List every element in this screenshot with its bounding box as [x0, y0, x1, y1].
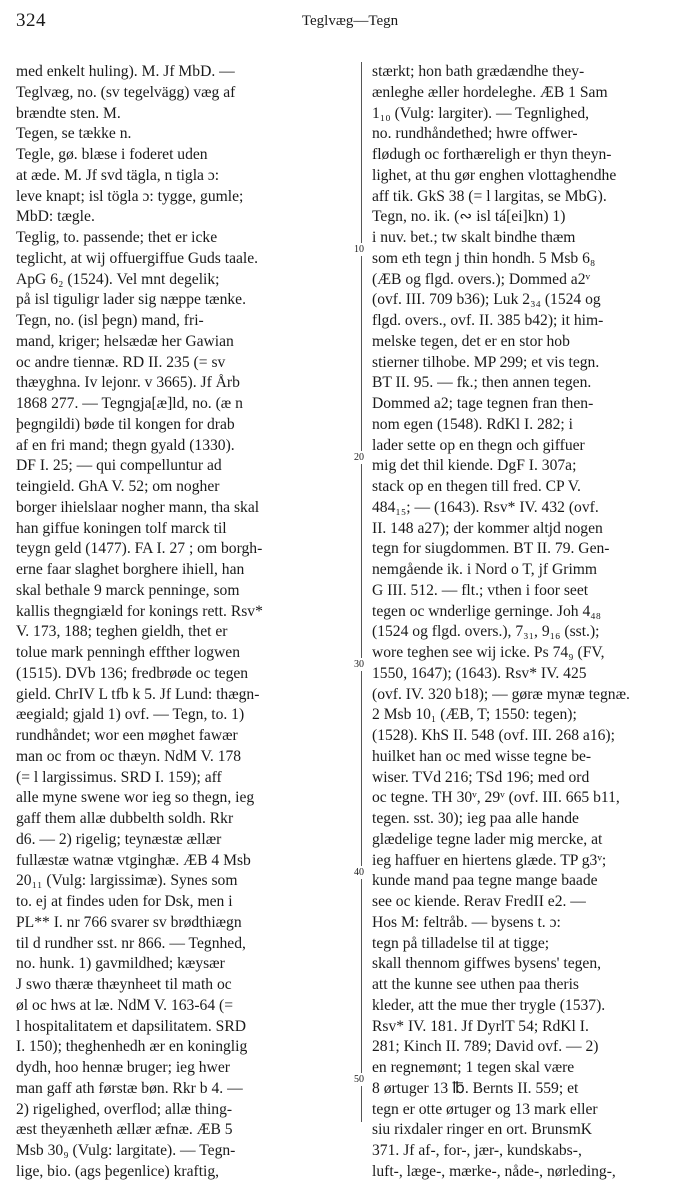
- text-line: han giffue koningen tolf marck til: [16, 519, 227, 537]
- text-line: brændte sten. M.: [16, 104, 121, 122]
- text-line: luft-, læge-, mærke-, nåde-, nørleding-,: [372, 1162, 616, 1180]
- column-gutter: [352, 62, 372, 1122]
- text-line: stierner tilhobe. MP 299; et vis tegn.: [372, 353, 600, 371]
- text-line: tegen. sst. 30); ieg paa alle hande: [372, 810, 579, 827]
- text-line: gaff them allæ dubbelth soldh. Rkr: [16, 810, 234, 827]
- text-line: l hospitalitatem et dapsilitatem. SRD: [16, 1017, 246, 1035]
- line-number: 20: [354, 452, 364, 463]
- text-line: Teglvæg, no. (sv tegelvägg) væg af: [16, 83, 236, 101]
- text-line: stack op en thegen till fred. CP V.: [372, 478, 581, 495]
- line-number: 40: [354, 867, 364, 878]
- text-line: wore teghen see wij icke. Ps 74₉ (FV,: [372, 644, 605, 661]
- text-line: ApG 6₂ (1524). Vel mnt degelik;: [16, 270, 220, 288]
- text-line: skal bethale 9 marck penninge, som: [16, 581, 240, 599]
- text-line: med enkelt huling). M. Jf MbD. —: [16, 63, 235, 80]
- text-line: (ovf. III. 709 b36); Luk 2₃₄ (1524 og: [372, 291, 601, 309]
- text-line: no. rundhåndethed; hwre offwer-: [372, 125, 578, 143]
- line-number: 50: [354, 1074, 364, 1085]
- page-number: 324: [16, 10, 46, 31]
- text-line: kleder, att the mue ther trygle (1537).: [372, 996, 606, 1014]
- text-line: II. 148 a27); der kommer altjd nogen: [372, 519, 603, 537]
- right-column: [372, 62, 690, 1183]
- text-line: erne faar slaghet borghere ihiell, han: [16, 561, 245, 578]
- text-line: mig det thil kiende. DgF I. 307a;: [372, 457, 577, 475]
- text-line: 1868 277. — Tegngja[æ]ld, no. (æ n: [16, 395, 243, 412]
- text-line: (= l largissimus. SRD I. 159); aff: [16, 768, 222, 786]
- text-line: siu rixdaler ringer en ort. BrunsmK: [372, 1121, 592, 1139]
- text-line: teingield. GhA V. 52; om nogher: [16, 478, 220, 495]
- text-line: en regnemønt; 1 tegen skal være: [372, 1059, 575, 1076]
- text-line: 281; Kinch II. 789; David ovf. — 2): [372, 1038, 599, 1056]
- text-line: 2 Msb 10₁ (ÆB, T; 1550: tegen);: [372, 706, 577, 724]
- text-line: nom egen (1548). RdKl I. 282; i: [372, 415, 573, 433]
- text-line: lighet, at thu gør enghen vlottaghendhe: [372, 166, 617, 184]
- text-line: PL** I. nr 766 svarer sv brødthiægn: [16, 913, 242, 931]
- text-line: æst theyænheth ællær æfnæ. ÆB 5: [16, 1121, 233, 1139]
- text-line: 2) rigelighed, overflod; allæ thing-: [16, 1100, 233, 1118]
- text-line: melske tegen, det er en stor hob: [372, 332, 570, 350]
- text-line: tegn på tilladelse til at tigge;: [372, 934, 550, 952]
- text-line: oc tegne. TH 30ᵛ, 29ᵛ (ovf. III. 665 b11,: [372, 789, 620, 807]
- text-line: tegn er otte ørtuger og 13 mark eller: [372, 1100, 598, 1118]
- text-line: teglicht, at wij offuergiffue Guds taale.: [16, 249, 259, 267]
- text-line: (1524 og flgd. overs.), 7₃₁, 9₁₆ (sst.);: [372, 623, 600, 641]
- text-line: þegngildi) bøde til kongen for drab: [16, 415, 235, 433]
- left-column: [16, 62, 350, 1183]
- text-line: kallis thegngiæld for konings rett. Rsv*: [16, 602, 263, 620]
- text-line: tegen oc wnderlige gerninge. Joh 4₄₈: [372, 602, 602, 620]
- text-line: Dommed a2; tage tegnen fran then-: [372, 395, 594, 412]
- text-line: 20₁₁ (Vulg: largissimæ). Synes som: [16, 872, 238, 890]
- text-line: alle myne swene wor ieg so thegn, ieg: [16, 789, 255, 807]
- running-head: Teglvæg—Tegn: [301, 13, 399, 29]
- text-line: i nuv. bet.; tw skalt bindhe thæm: [372, 229, 576, 246]
- text-line: Msb 30₉ (Vulg: largitate). — Tegn-: [16, 1142, 236, 1159]
- text-line: æegiald; gjald 1) ovf. — Tegn, to. 1): [16, 706, 245, 724]
- text-line: lader sette op en thegn och giffuer: [372, 436, 585, 454]
- text-line: d6. — 2) rigelig; teynæstæ ællær: [16, 830, 222, 848]
- text-line: leve knapt; isl tögla ɔ: tygge, gumle;: [16, 187, 244, 205]
- text-line: flgd. overs., ovf. II. 385 b42); it him-: [372, 312, 604, 329]
- text-line: (1515). DVb 136; fredbrøde oc tegen: [16, 664, 249, 682]
- text-line: wiser. TVd 216; TSd 196; med ord: [372, 768, 590, 786]
- text-line: nemgående ik. i Nord o T, jf Grimm: [372, 561, 598, 578]
- text-line: teygn geld (1477). FA I. 27 ; om borgh-: [16, 540, 263, 558]
- text-line: aff tik. GkS 38 (= l largitas, se MbG).: [372, 187, 607, 205]
- text-line: I. 150); theghenhedh ær en koninglig: [16, 1038, 248, 1056]
- text-line: Tegn, no. (isl þegn) mand, fri-: [16, 312, 204, 329]
- text-line: ieg haffuer en hiertens glæde. TP g3ᵛ;: [372, 851, 607, 869]
- text-line: at æde. M. Jf svd tägla, n tigla ɔ:: [16, 166, 220, 184]
- text-line: som eth tegn j thin hondh. 5 Msb 6₈: [372, 249, 596, 267]
- page-header: [0, 6, 700, 32]
- text-line: oc andre tiennæ. RD II. 235 (= sv: [16, 353, 226, 371]
- text-line: skall thennom giffwes bysens' tegen,: [372, 955, 602, 973]
- text-line: (ÆB og flgd. overs.); Dommed a2ᵛ: [372, 270, 591, 288]
- text-line: stærkt; hon bath grædændhe they-: [372, 63, 585, 80]
- text-line: ænleghe æller hordeleghe. ÆB 1 Sam: [372, 83, 608, 101]
- text-line: Tegen, se tække n.: [16, 125, 132, 143]
- text-line: 371. Jf af-, for-, jær-, kundskabs-,: [372, 1142, 582, 1159]
- text-line: gield. ChrIV L tfb k 5. Jf Lund: thægn-: [16, 685, 260, 703]
- text-line: tegn for siugdommen. BT II. 79. Gen-: [372, 540, 610, 558]
- text-line: borger ihielslaar nogher mann, tha skal: [16, 498, 260, 516]
- text-line: af en fri mand; thegn gyald (1330).: [16, 436, 235, 454]
- text-line: lige, bio. (ags þegenlice) kraftig,: [16, 1162, 220, 1180]
- text-line: Tegn, no. ik. (∾ isl tá[ei]kn) 1): [372, 208, 566, 226]
- text-line: Rsv* IV. 181. Jf DyrlT 54; RdKl I.: [372, 1017, 589, 1035]
- text-line: (1528). KhS II. 548 (ovf. III. 268 a16);: [372, 727, 615, 744]
- text-line: to. ej at findes uden for Dsk, men i: [16, 893, 233, 910]
- text-line: mand, kriger; helsædæ her Gawian: [16, 332, 234, 350]
- text-line: flødugh oc forthæreligh er thyn theyn-: [372, 146, 612, 163]
- text-line: tolue mark penningh effther logwen: [16, 644, 241, 661]
- text-line: 8 ørtuger 13 ℔. Bernts II. 559; et: [372, 1079, 579, 1097]
- text-line: thæyghna. Iv lejonr. v 3665). Jf Årb: [16, 374, 240, 392]
- text-line: til d rundher sst. nr 866. — Tegnhed,: [16, 934, 246, 952]
- text-line: rundhåndet; wor een møghet fawær: [16, 727, 238, 744]
- text-line: Tegle, gø. blæse i foderet uden: [16, 146, 208, 163]
- text-line: man gaff ath førstæ bøn. Rkr b 4. —: [16, 1079, 243, 1097]
- text-line: 1₁₀ (Vulg: largiter). — Tegnlighed,: [372, 104, 590, 122]
- text-line: no. hunk. 1) gavmildhed; kæysær: [16, 955, 225, 973]
- text-line: DF I. 25; — qui compelluntur ad: [16, 457, 222, 475]
- text-line: dydh, hoo hennæ bruger; ieg hwer: [16, 1059, 230, 1076]
- text-line: fullæstæ watnæ vtginghæ. ÆB 4 Msb: [16, 851, 251, 869]
- text-line: G III. 512. — flt.; vthen i foor seet: [372, 581, 589, 599]
- text-line: att the kunne see uthen paa theris: [372, 976, 579, 993]
- text-line: Hos M: feltråb. — bysens t. ɔ:: [372, 913, 561, 931]
- text-line: man oc from oc thæyn. NdM V. 178: [16, 747, 242, 765]
- line-number: 10: [354, 244, 364, 255]
- text-line: MbD: tægle.: [16, 208, 95, 226]
- text-line: glædelige tegne lader mig mercke, at: [372, 830, 603, 848]
- text-line: J swo thæræ thæynheet til math oc: [16, 976, 232, 993]
- text-line: 484₁₅; — (1643). Rsv* IV. 432 (ovf.: [372, 498, 599, 516]
- line-number: 30: [354, 659, 364, 670]
- text-line: V. 173, 188; teghen gieldh, thet er: [16, 623, 228, 641]
- text-line: huilket han oc med wisse tegne be-: [372, 747, 592, 765]
- text-line: (ovf. IV. 320 b18); — gøræ mynæ tegnæ.: [372, 685, 630, 703]
- text-line: på isl tiguligr lader sig næppe tænke.: [16, 291, 246, 309]
- text-line: see oc kiende. Rerav FredII e2. —: [372, 893, 586, 910]
- text-line: øl oc hws at læ. NdM V. 163-64 (=: [16, 996, 234, 1014]
- text-line: Teglig, to. passende; thet er icke: [16, 229, 218, 246]
- text-line: kunde mand paa tegne mange baade: [372, 872, 598, 890]
- text-line: BT II. 95. — fk.; then annen tegen.: [372, 374, 592, 392]
- column-divider: [361, 62, 362, 1122]
- text-line: 1550, 1647); (1643). Rsv* IV. 425: [372, 664, 587, 682]
